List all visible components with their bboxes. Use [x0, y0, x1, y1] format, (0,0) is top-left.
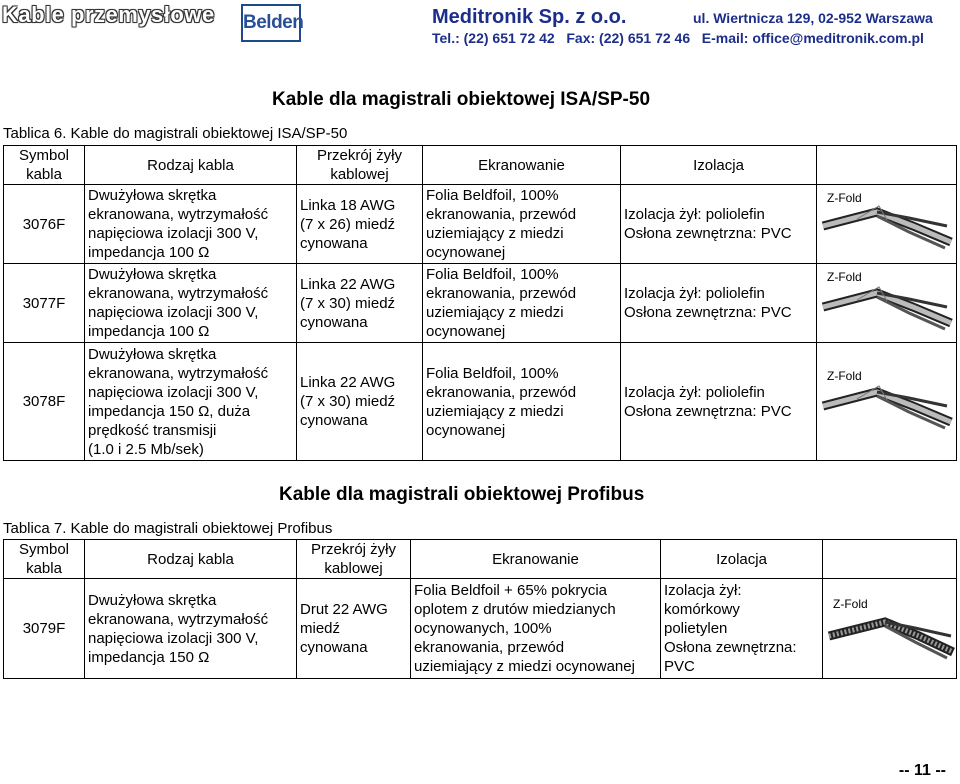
- header-shield: Ekranowanie: [411, 540, 661, 579]
- cable-image: [817, 343, 957, 461]
- profibus-cable-table: [3, 539, 957, 679]
- table-caption-isa: Tablica 6. Kable do magistrali obiektowej ISA/SP-50: [3, 125, 348, 142]
- table-row: [4, 185, 957, 264]
- cable-type: Dwużyłowa skrętka ekranowana, wytrzymałość napięciowa izolacji 300 V, impedancja 100 Ω: [85, 185, 297, 264]
- cable-cross-section-image: [817, 186, 957, 263]
- cable-symbol: 3077F: [4, 264, 85, 343]
- page-number: -- 11 --: [898, 762, 946, 779]
- cable-section: Drut 22 AWG miedź cynowana: [297, 579, 411, 679]
- table-row: [4, 264, 957, 343]
- cable-symbol: 3076F: [4, 185, 85, 264]
- section-title-profibus: Kable dla magistrali obiektowej Profibus: [279, 484, 645, 505]
- cable-section: Linka 22 AWG (7 x 30) miedź cynowana: [297, 343, 423, 461]
- cable-section: Linka 18 AWG (7 x 26) miedź cynowana: [297, 185, 423, 264]
- header-image: [823, 540, 957, 579]
- cable-insulation: Izolacja żył: poliolefin Osłona zewnętrzna: PVC: [621, 264, 817, 343]
- cable-insulation: Izolacja żył: komórkowy polietylen Osłona zewnętrzna: PVC: [661, 579, 823, 679]
- cable-image: [823, 579, 957, 679]
- cable-image: [817, 264, 957, 343]
- company-address: ul. Wiertnicza 129, 02-952 Warszawa: [693, 10, 933, 26]
- cable-symbol: 3079F: [4, 579, 85, 679]
- table-header-row: [4, 146, 957, 185]
- cable-symbol: 3078F: [4, 343, 85, 461]
- company-contact: Tel.: (22) 651 72 42 Fax: (22) 651 72 46 E-mail: office@meditronik.com.pl: [432, 30, 924, 46]
- cable-section: Linka 22 AWG (7 x 30) miedź cynowana: [297, 264, 423, 343]
- logo-text: Belden: [243, 12, 304, 33]
- z-fold-label: Z-Fold: [827, 368, 862, 383]
- cable-cross-section-image: [817, 265, 957, 342]
- header-symbol: Symbol kabla: [4, 146, 85, 185]
- z-fold-label: Z-Fold: [833, 596, 868, 611]
- z-fold-label: Z-Fold: [827, 269, 862, 284]
- header-section: Przekrój żyły kablowej: [297, 540, 411, 579]
- header-insulation: Izolacja: [661, 540, 823, 579]
- cable-cross-section-image: [817, 344, 957, 460]
- cable-shield: Folia Beldfoil, 100% ekranowania, przewód uziemiający z miedzi ocynowanej: [423, 264, 621, 343]
- brand-title: Kable przemysłowe: [2, 2, 215, 27]
- cable-insulation: Izolacja żył: poliolefin Osłona zewnętrzna: PVC: [621, 185, 817, 264]
- header-type: Rodzaj kabla: [85, 146, 297, 185]
- isa-cable-table: [3, 145, 957, 461]
- header-section: Przekrój żyły kablowej: [297, 146, 423, 185]
- belden-logo: [241, 4, 304, 42]
- header-insulation: Izolacja: [621, 146, 817, 185]
- header-image: [817, 146, 957, 185]
- table-row: [4, 579, 957, 679]
- cable-image: [817, 185, 957, 264]
- cable-type: Dwużyłowa skrętka ekranowana, wytrzymałość napięciowa izolacji 300 V, impedancja 100 Ω: [85, 264, 297, 343]
- cable-type: Dwużyłowa skrętka ekranowana, wytrzymałość napięciowa izolacji 300 V, impedancja 150 Ω: [85, 579, 297, 679]
- cable-cross-section-image: [823, 580, 957, 678]
- company-name: Meditronik Sp. z o.o.: [432, 6, 627, 28]
- cable-shield: Folia Beldfoil, 100% ekranowania, przewód uziemiający z miedzi ocynowanej: [423, 185, 621, 264]
- cable-type: Dwużyłowa skrętka ekranowana, wytrzymałość napięciowa izolacji 300 V, impedancja 150 Ω, duża prędkość transmisji (1.0 i 2.5 Mb/sek): [85, 343, 297, 461]
- header-symbol: Symbol kabla: [4, 540, 85, 579]
- cable-insulation: Izolacja żył: poliolefin Osłona zewnętrzna: PVC: [621, 343, 817, 461]
- section-title-isa: Kable dla magistrali obiektowej ISA/SP-50: [272, 89, 651, 110]
- cable-shield: Folia Beldfoil + 65% pokrycia oplotem z drutów miedzianych ocynowanych, 100% ekranowania, przewód uziemiający z miedzi ocynowanej: [411, 579, 661, 679]
- cable-shield: Folia Beldfoil, 100% ekranowania, przewód uziemiający z miedzi ocynowanej: [423, 343, 621, 461]
- header-type: Rodzaj kabla: [85, 540, 297, 579]
- table-row: [4, 343, 957, 461]
- header-shield: Ekranowanie: [423, 146, 621, 185]
- z-fold-label: Z-Fold: [827, 190, 862, 205]
- table-caption-profibus: Tablica 7. Kable do magistrali obiektowej Profibus: [3, 520, 333, 537]
- table-header-row: [4, 540, 957, 579]
